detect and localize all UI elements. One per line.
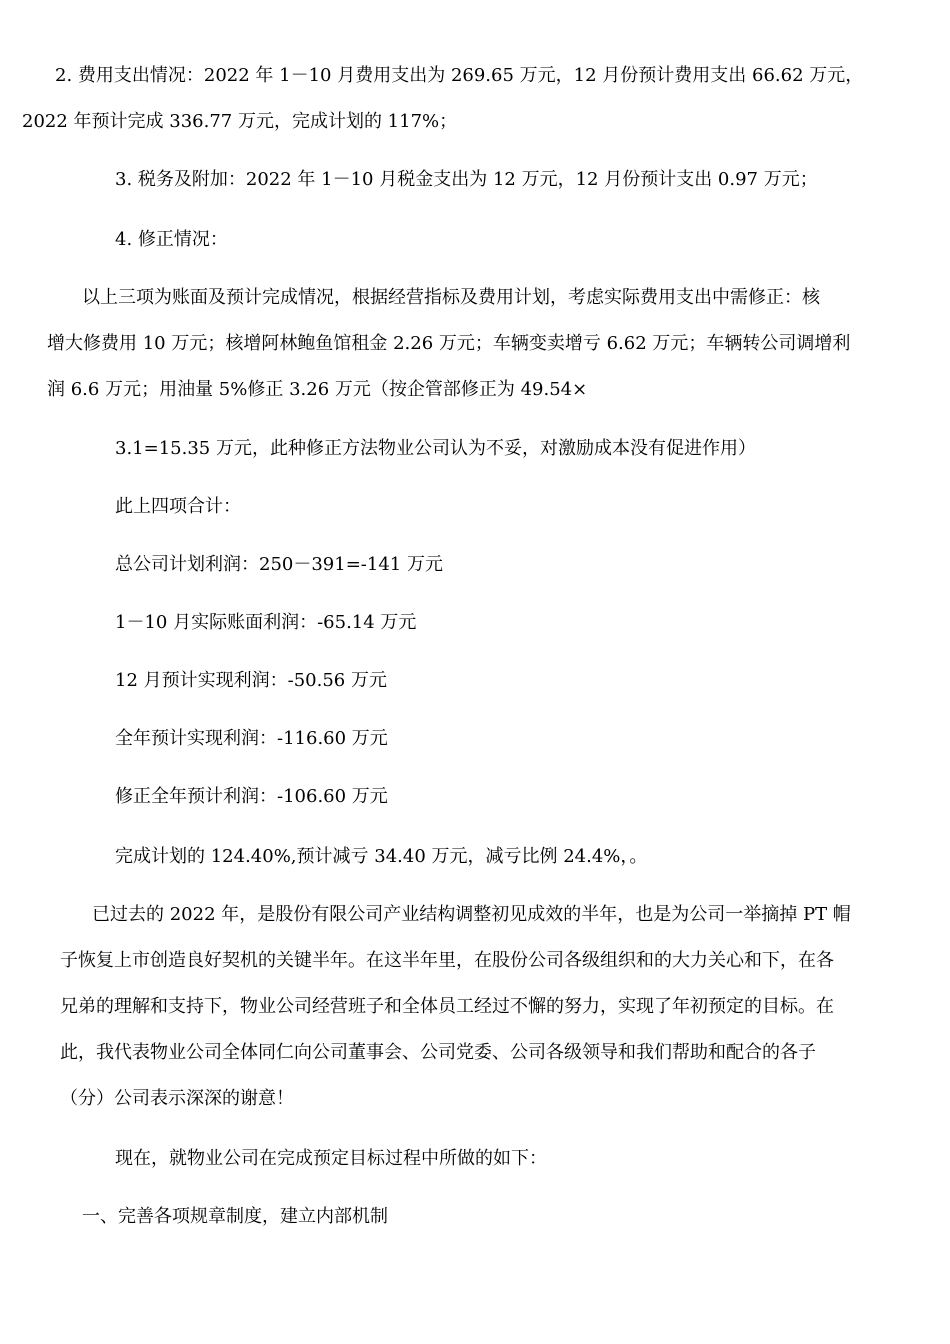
summary-corrected-profit: 修正全年预计利润：-106.60 万元 (115, 786, 388, 807)
paragraph-intro-work: 现在，就物业公司在完成预定目标过程中所做的如下： (115, 1148, 547, 1169)
summary-planned-profit: 总公司计划利润：250－391=-141 万元 (115, 554, 443, 575)
paragraph-expense-line-1: 2. 费用支出情况：2022 年 1－10 月费用支出为 269.65 万元，12 月份预计费用支出 66.62 万元， (55, 65, 864, 86)
summary-annual-profit: 全年预计实现利润：-116.60 万元 (115, 728, 388, 749)
paragraph-review-line-2: 子恢复上市创造良好契机的关键半年。在这半年里，在股份公司各级组织和的大力关心和下，在各 (60, 950, 834, 971)
paragraph-review-line-1: 已过去的 2022 年，是股份有限公司产业结构调整初见成效的半年，也是为公司一举摘掉 PT 帽 (92, 904, 851, 925)
paragraph-correction-heading: 4. 修正情况： (115, 229, 228, 250)
summary-actual-profit: 1－10 月实际账面利润：-65.14 万元 (115, 612, 417, 633)
paragraph-review-line-3: 兄弟的理解和支持下，物业公司经营班子和全体员工经过不懈的努力，实现了年初预定的目标。在 (60, 996, 834, 1017)
summary-december-profit: 12 月预计实现利润：-50.56 万元 (115, 670, 387, 691)
paragraph-correction-line-1: 以上三项为账面及预计完成情况，根据经营指标及费用计划，考虑实际费用支出中需修正：核 (82, 287, 820, 308)
paragraph-correction-line-2: 增大修费用 10 万元；核增阿林鲍鱼馆租金 2.26 万元；车辆变卖增亏 6.62 万元；车辆转公司调增利 (47, 333, 851, 354)
paragraph-review-line-4: 此，我代表物业公司全体同仁向公司董事会、公司党委、公司各级领导和我们帮助和配合的各子 (60, 1042, 816, 1063)
summary-heading: 此上四项合计： (115, 496, 241, 517)
paragraph-correction-line-3: 润 6.6 万元；用油量 5%修正 3.26 万元（按企管部修正为 49.54× (47, 379, 588, 400)
summary-completion: 完成计划的 124.40%,预计减亏 34.40 万元，减亏比例 24.4%，。 (115, 846, 648, 867)
paragraph-expense-line-2: 2022 年预计完成 336.77 万元，完成计划的 117%； (22, 111, 458, 132)
paragraph-correction-line-4: 3.1=15.35 万元，此种修正方法物业公司认为不妥，对激励成本没有促进作用） (115, 438, 756, 459)
paragraph-review-line-5: （分）公司表示深深的谢意！ (60, 1088, 294, 1109)
paragraph-tax-line: 3. 税务及附加：2022 年 1－10 月税金支出为 12 万元，12 月份预计支出 0.97 万元； (115, 169, 818, 190)
section-heading-1: 一、完善各项规章制度，建立内部机制 (82, 1206, 388, 1227)
